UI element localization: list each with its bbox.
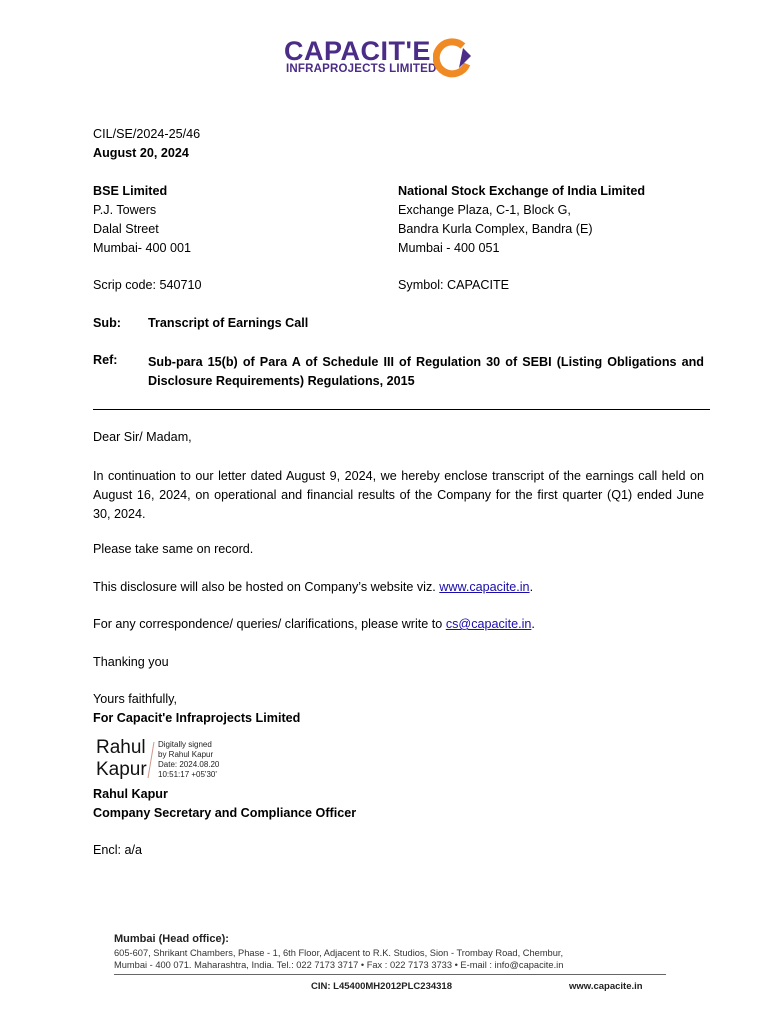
contact-paragraph <box>93 617 535 631</box>
bse-address-line: P.J. Towers <box>93 203 157 217</box>
signature-note-line: Date: 2024.08.20 <box>158 760 220 769</box>
contact-text: For any correspondence/ queries/ clarifications, please write to <box>93 617 446 631</box>
for-company-line: For Capacit'e Infraprojects Limited <box>93 711 301 725</box>
logo-wordmark: CAPACIT'E <box>284 36 431 66</box>
footer-divider <box>114 974 666 975</box>
signature-note-line: Digitally signed <box>158 740 212 749</box>
subject-label: Sub: <box>93 316 121 330</box>
contact-suffix: . <box>531 617 535 631</box>
digital-signature-note <box>158 740 219 780</box>
logo-subtitle: INFRAPROJECTS LIMITED <box>286 63 437 75</box>
signatory-name: Rahul Kapur <box>93 787 168 801</box>
signature-note-line: by Rahul Kapur <box>158 750 214 759</box>
footer-website[interactable]: www.capacite.in <box>569 981 643 992</box>
footer-cin: CIN: L45400MH2012PLC234318 <box>311 981 452 992</box>
bse-address-line: Mumbai- 400 001 <box>93 241 192 255</box>
signature-first-name: Rahul <box>96 737 146 758</box>
body-paragraph: In continuation to our letter dated August 9, 2024, we hereby enclose transcript of the earnings call held on August 16, 2024, on operational and financial results of the Company for the first quarter (Q1) ended June 30, 2024. <box>93 469 704 521</box>
website-link[interactable]: www.capacite.in <box>439 580 530 594</box>
logo-swoosh-icon <box>433 38 473 78</box>
footer-address <box>114 948 563 971</box>
nse-address-line: Exchange Plaza, C-1, Block G, <box>398 203 571 217</box>
bse-name: BSE Limited <box>93 184 168 198</box>
nse-address-line: Mumbai - 400 051 <box>398 241 500 255</box>
body-paragraph: Please take same on record. <box>93 542 254 556</box>
subject-text: Transcript of Earnings Call <box>148 316 309 330</box>
signatory-title: Company Secretary and Compliance Officer <box>93 806 357 820</box>
digital-signature-name <box>96 737 147 781</box>
closing-line: Yours faithfully, <box>93 692 178 706</box>
divider <box>93 409 710 410</box>
nse-symbol: Symbol: CAPACITE <box>398 278 510 292</box>
website-paragraph <box>93 580 533 594</box>
company-logo <box>283 36 493 82</box>
footer-address-line: 605-607, Shrikant Chambers, Phase - 1, 6th Floor, Adjacent to R.K. Studios, Sion - Trombay Road, Chembur, <box>114 948 564 958</box>
thanks-line: Thanking you <box>93 655 169 669</box>
nse-address-line: Bandra Kurla Complex, Bandra (E) <box>398 222 593 236</box>
salutation: Dear Sir/ Madam, <box>93 430 192 444</box>
footer-office-title: Mumbai (Head office): <box>114 933 229 945</box>
website-suffix: . <box>529 580 534 594</box>
letter-date: August 20, 2024 <box>93 146 189 160</box>
signature-note-line: 10:51:17 +05'30' <box>158 770 217 779</box>
bse-scrip-code: Scrip code: 540710 <box>93 278 202 292</box>
reference-label: Ref: <box>93 353 118 367</box>
enclosure-line: Encl: a/a <box>93 843 143 857</box>
website-text: This disclosure will also be hosted on Company’s website viz. <box>93 580 440 594</box>
signature-stroke-icon <box>146 740 156 780</box>
reference-number: CIL/SE/2024-25/46 <box>93 127 201 141</box>
bse-address-line: Dalal Street <box>93 222 159 236</box>
reference-text: Sub-para 15(b) of Para A of Schedule III of Regulation 30 of SEBI (Listing Obligations and Disclosure Requirements) Regulations, 2015 <box>148 355 704 388</box>
nse-name: National Stock Exchange of India Limited <box>398 184 646 198</box>
footer-address-line: Mumbai - 400 071. Maharashtra, India. Tel.: 022 7173 3717 • Fax : 022 7173 3733 • E-mail : info@capacite.in <box>114 959 564 970</box>
email-link[interactable]: cs@capacite.in <box>445 617 532 631</box>
signature-last-name: Kapur <box>96 759 147 780</box>
